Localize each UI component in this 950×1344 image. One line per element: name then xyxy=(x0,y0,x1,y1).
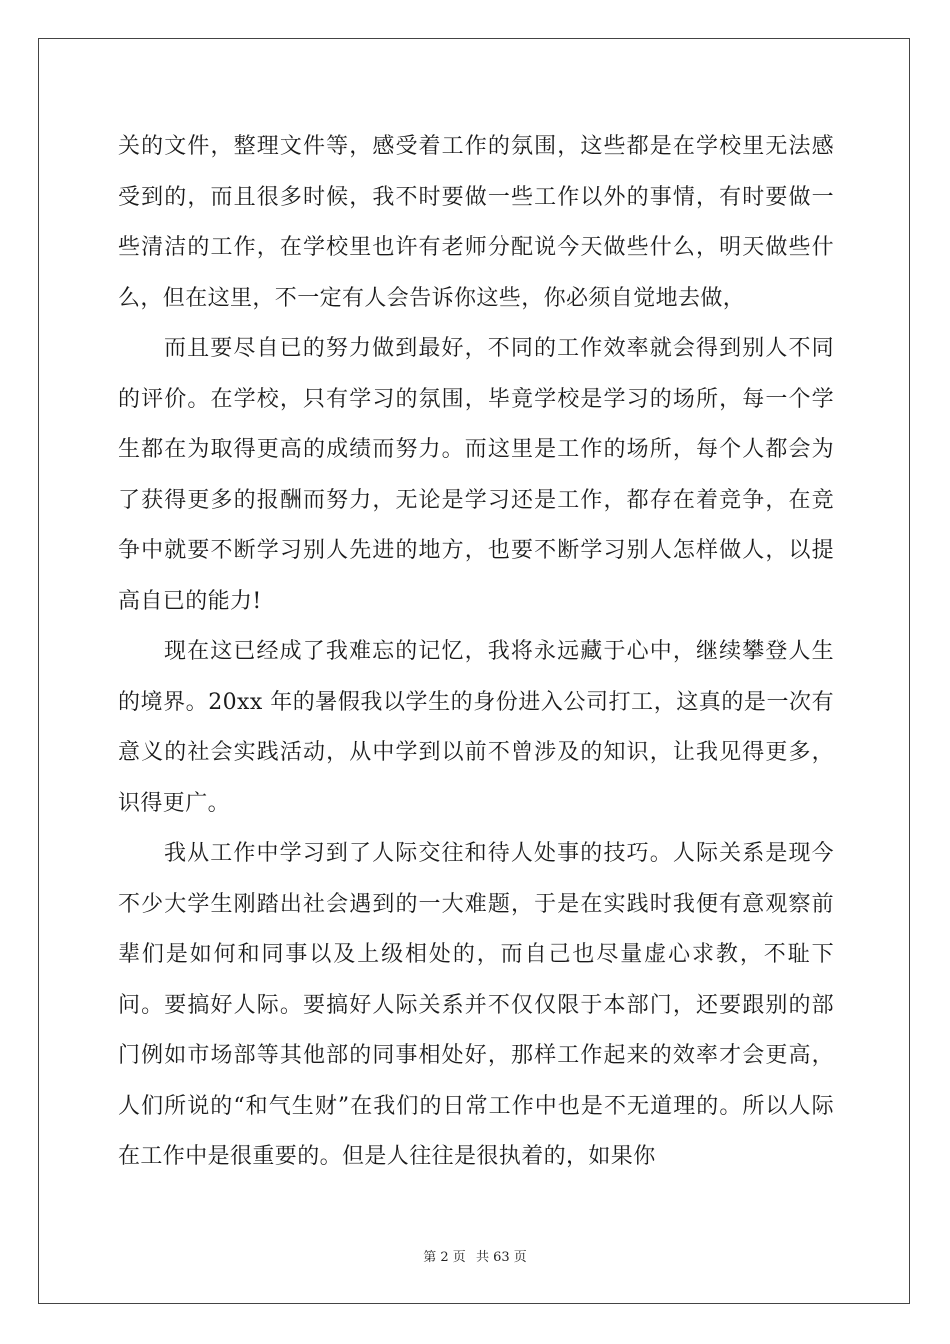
total-pages: 共 63 页 xyxy=(475,1250,527,1265)
paragraph-4: 我从工作中学习到了人际交往和待人处事的技巧。人际关系是现今不少大学生刚踏出社会遇到的一大难题，于是在实践时我便有意观察前辈们是如何和同事以及上级相处的，而自己也尽量虚心求教，不耻下问。要搞好人际。要搞好人际关系并不仅仅限于本部门，还要跟别的部门例如市场部等其他部的同事相处好，那样工作起来的效率才会更高，人们所说的“和气生财”在我们的日常工作中也是不无道理的。所以人际在工作中是很重要的。但是人往往是很执着的，如果你 xyxy=(118,841,834,1169)
page-footer xyxy=(0,1246,950,1265)
paragraph-1: 关的文件，整理文件等，感受着工作的氛围，这些都是在学校里无法感受到的，而且很多时候，我不时要做一些工作以外的事情，有时要做一些清洁的工作，在学校里也许有老师分配说今天做些什么，明天做些什么，但在这里，不一定有人会告诉你这些，你必须自觉地去做， xyxy=(118,134,834,311)
paragraph-2: 而且要尽自已的努力做到最好，不同的工作效率就会得到别人不同的评价。在学校，只有学习的氛围，毕竟学校是学习的场所，每一个学生都在为取得更高的成绩而努力。而这里是工作的场所，每个人都会为了获得更多的报酬而努力，无论是学习还是工作，都存在着竞争，在竞争中就要不断学习别人先进的地方，也要不断学习别人怎样做人，以提高自已的能力! xyxy=(118,336,834,614)
document-body xyxy=(118,122,834,1183)
page-number: 第 2 页 xyxy=(423,1250,466,1265)
paragraph-3: 现在这已经成了我难忘的记忆，我将永远藏于心中，继续攀登人生的境界。20xx 年的暑假我以学生的身份进入公司打工，这真的是一次有意义的社会实践活动，从中学到以前不曾涉及的知识，让我见得更多，识得更广。 xyxy=(118,639,834,816)
